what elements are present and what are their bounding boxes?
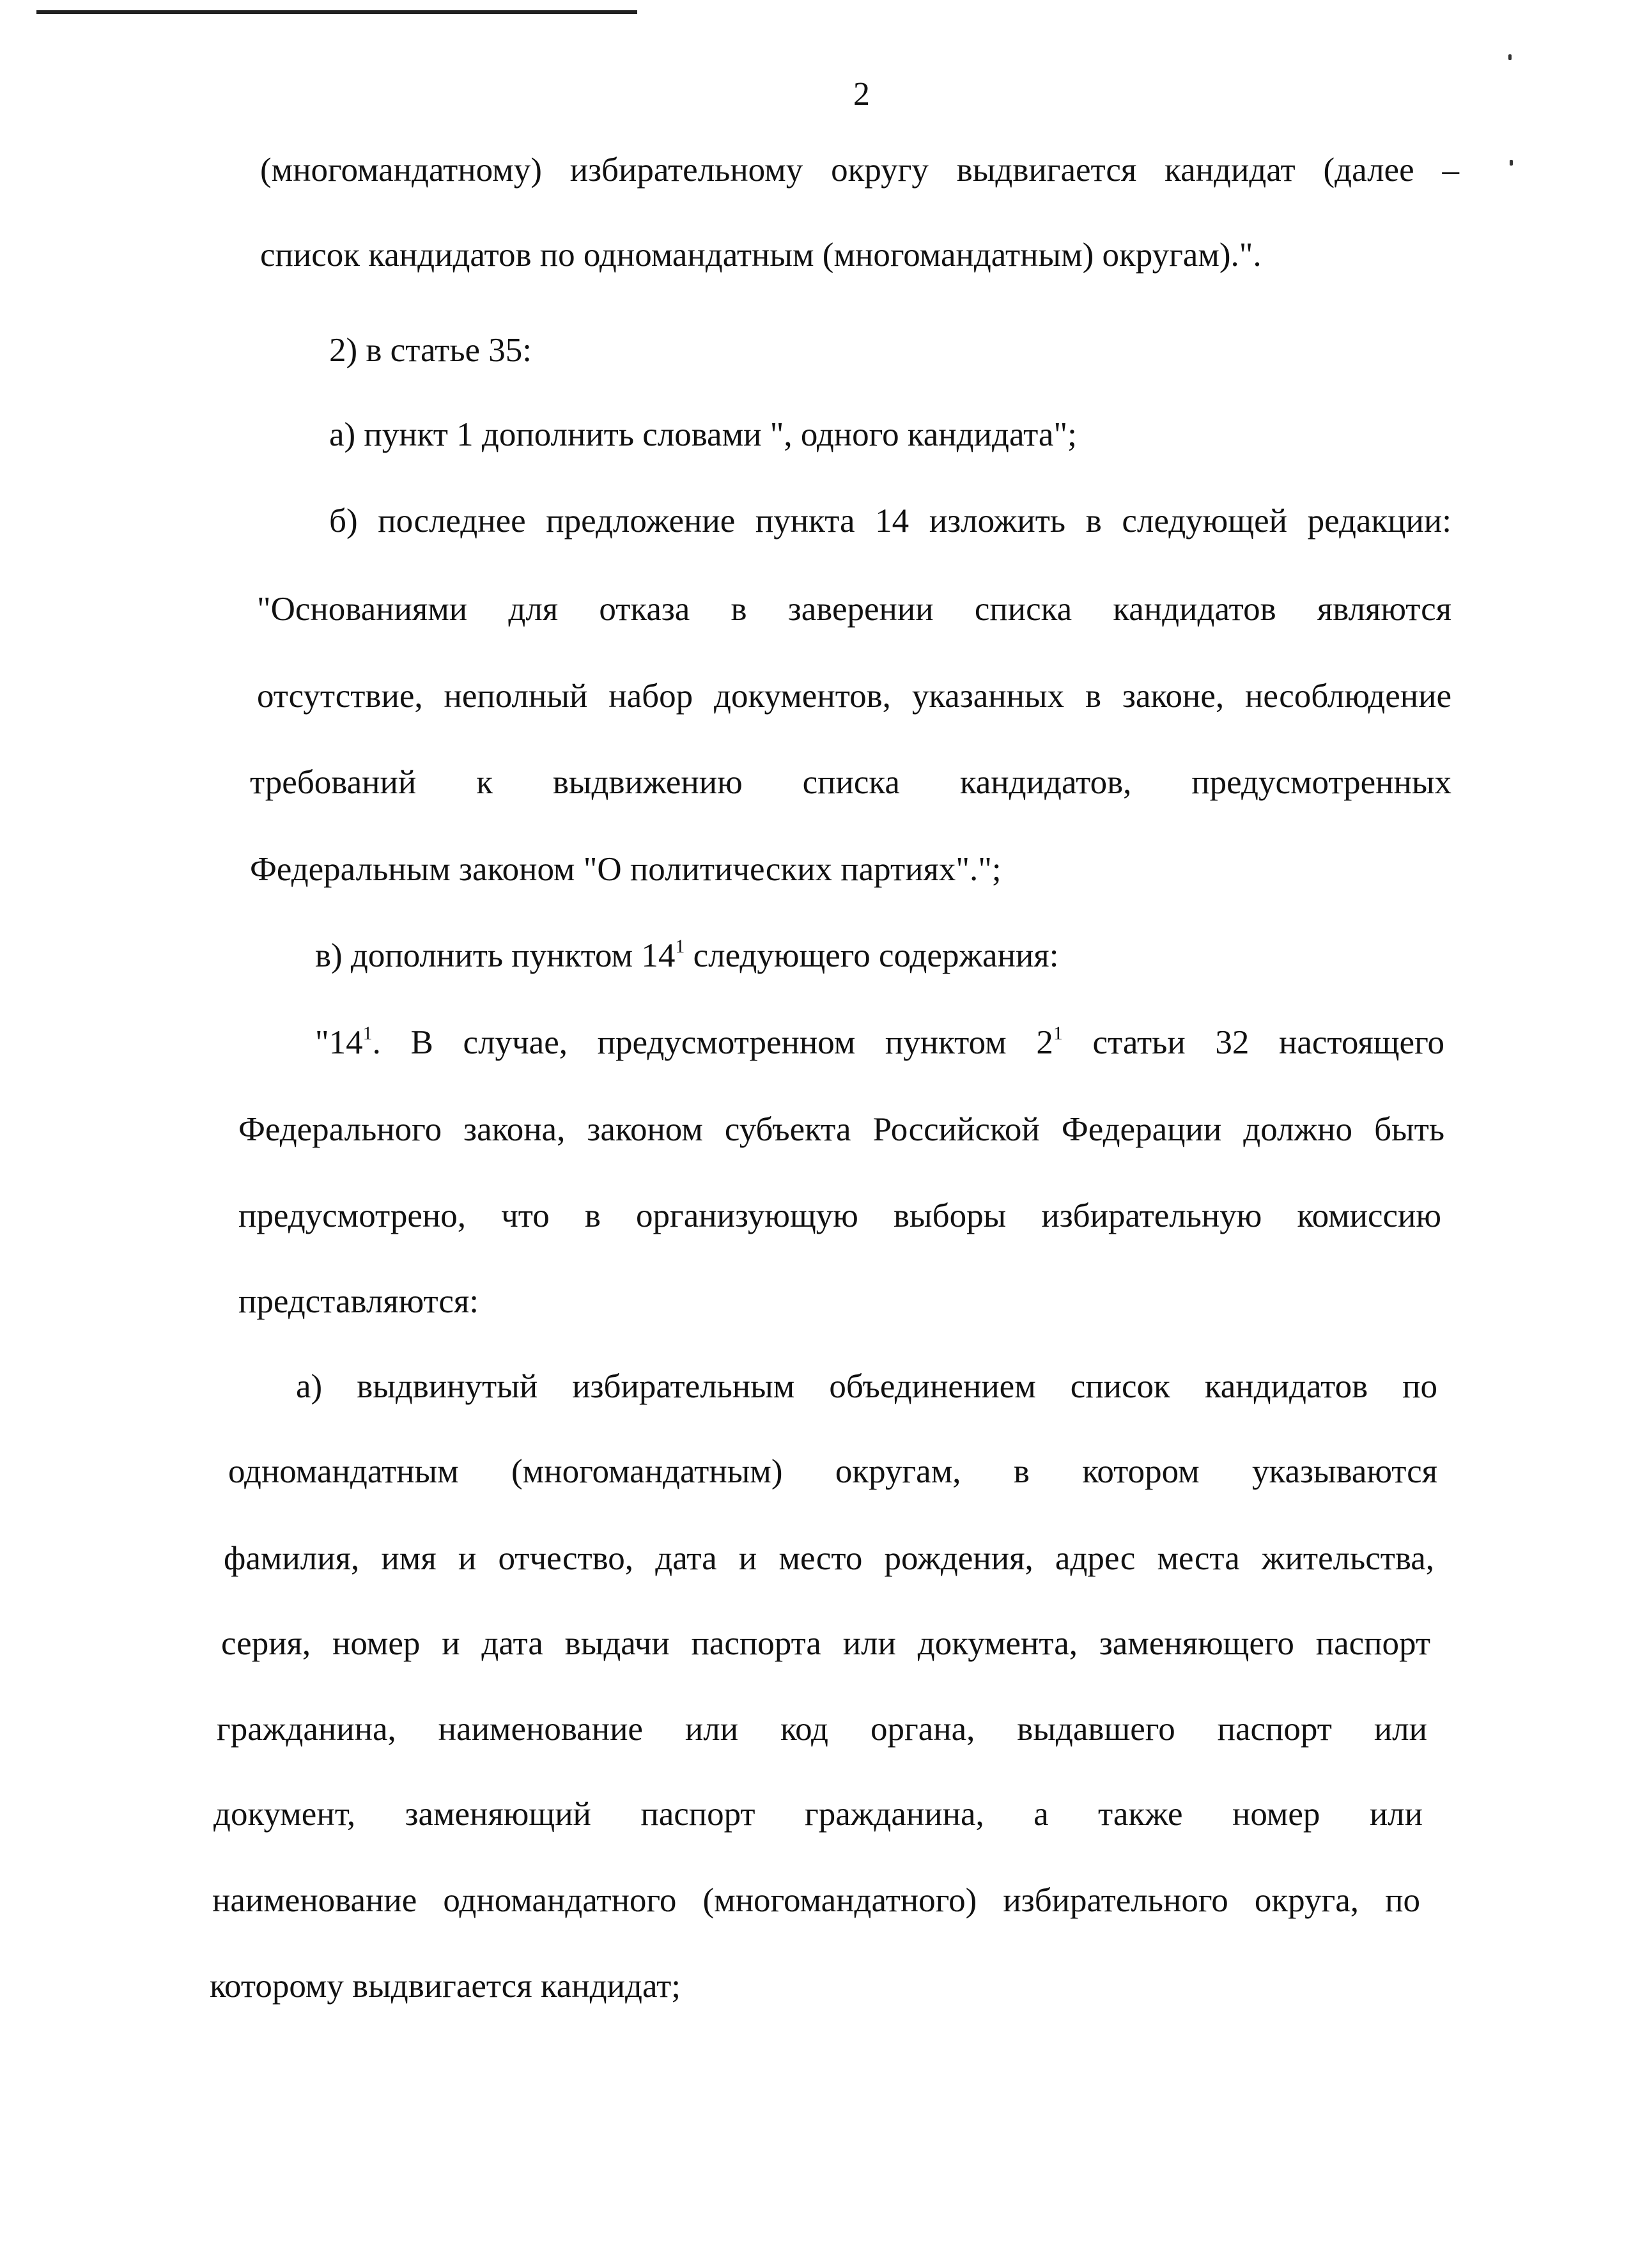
- text-segment: Федерального закона, законом субъекта Российской Федерации должно быть: [238, 1111, 1444, 1148]
- text-line: [224, 1539, 1434, 1578]
- text-line: [329, 331, 532, 369]
- scan-speck: [1510, 160, 1513, 166]
- text-segment: статьи 32 настоящего: [1062, 1024, 1444, 1061]
- text-line: [257, 590, 1451, 628]
- text-segment: Федеральным законом "О политических партиях".";: [250, 851, 1002, 888]
- text-segment: список кандидатов по одномандатным (многомандатным) округам).".: [260, 237, 1262, 274]
- text-line: [238, 1110, 1444, 1149]
- text-segment: отсутствие, неполный набор документов, указанных в законе, несоблюдение: [257, 678, 1451, 715]
- text-line: [210, 1967, 681, 2005]
- text-segment: б) последнее предложение пункта 14 изложить в следующей редакции:: [329, 502, 1451, 540]
- text-segment: одномандатным (многомандатным) округам, в котором указываются: [228, 1453, 1437, 1490]
- text-line: [329, 416, 1077, 454]
- text-segment: следующего содержания:: [685, 937, 1059, 974]
- superscript: 1: [362, 1023, 373, 1044]
- text-line: [250, 763, 1451, 802]
- text-line: [221, 1624, 1430, 1663]
- text-line: [260, 151, 1459, 189]
- text-segment: которому выдвигается кандидат;: [210, 1968, 681, 2005]
- text-segment: требований к выдвижению списка кандидатов, предусмотренных: [250, 764, 1451, 801]
- text-segment: документ, заменяющий паспорт гражданина, а также номер или: [213, 1796, 1423, 1833]
- text-segment: гражданина, наименование или код органа, выдавшего паспорт или: [217, 1711, 1427, 1748]
- text-line: [228, 1452, 1437, 1491]
- text-line: [329, 502, 1451, 540]
- text-line: [315, 936, 1058, 975]
- text-segment: серия, номер и дата выдачи паспорта или документа, заменяющего паспорт: [221, 1625, 1430, 1662]
- text-segment: 2) в статье 35:: [329, 332, 532, 369]
- text-segment: "14: [315, 1024, 363, 1061]
- text-segment: (многомандатному) избирательному округу выдвигается кандидат (далее –: [260, 151, 1459, 189]
- text-segment: а) пункт 1 дополнить словами ", одного кандидата";: [329, 416, 1077, 453]
- text-line: [212, 1881, 1420, 1920]
- text-segment: . В случае, предусмотренном пунктом 2: [372, 1024, 1053, 1061]
- text-line: [296, 1367, 1437, 1406]
- text-segment: "Основаниями для отказа в заверении списка кандидатов являются: [257, 591, 1451, 628]
- text-segment: предусмотрено, что в организующую выборы избирательную комиссию: [238, 1197, 1441, 1234]
- text-line: [213, 1795, 1423, 1833]
- superscript: 1: [675, 936, 685, 957]
- scan-speck: [1508, 54, 1512, 60]
- page-number: 2: [853, 76, 870, 113]
- text-line: [238, 1197, 1441, 1235]
- header-rule: [36, 10, 637, 14]
- text-line: [217, 1710, 1427, 1748]
- text-line: [315, 1023, 1444, 1062]
- superscript: 1: [1053, 1023, 1063, 1044]
- text-segment: фамилия, имя и отчество, дата и место рождения, адрес места жительства,: [224, 1540, 1434, 1577]
- text-line: [238, 1282, 479, 1321]
- text-segment: а) выдвинутый избирательным объединением список кандидатов по: [296, 1368, 1437, 1405]
- text-segment: в) дополнить пунктом 14: [315, 937, 676, 974]
- text-segment: наименование одномандатного (многомандатного) избирательного округа, по: [212, 1882, 1420, 1919]
- text-line: [260, 236, 1262, 274]
- text-line: [250, 850, 1002, 889]
- text-line: [257, 677, 1451, 715]
- text-segment: представляются:: [238, 1283, 479, 1320]
